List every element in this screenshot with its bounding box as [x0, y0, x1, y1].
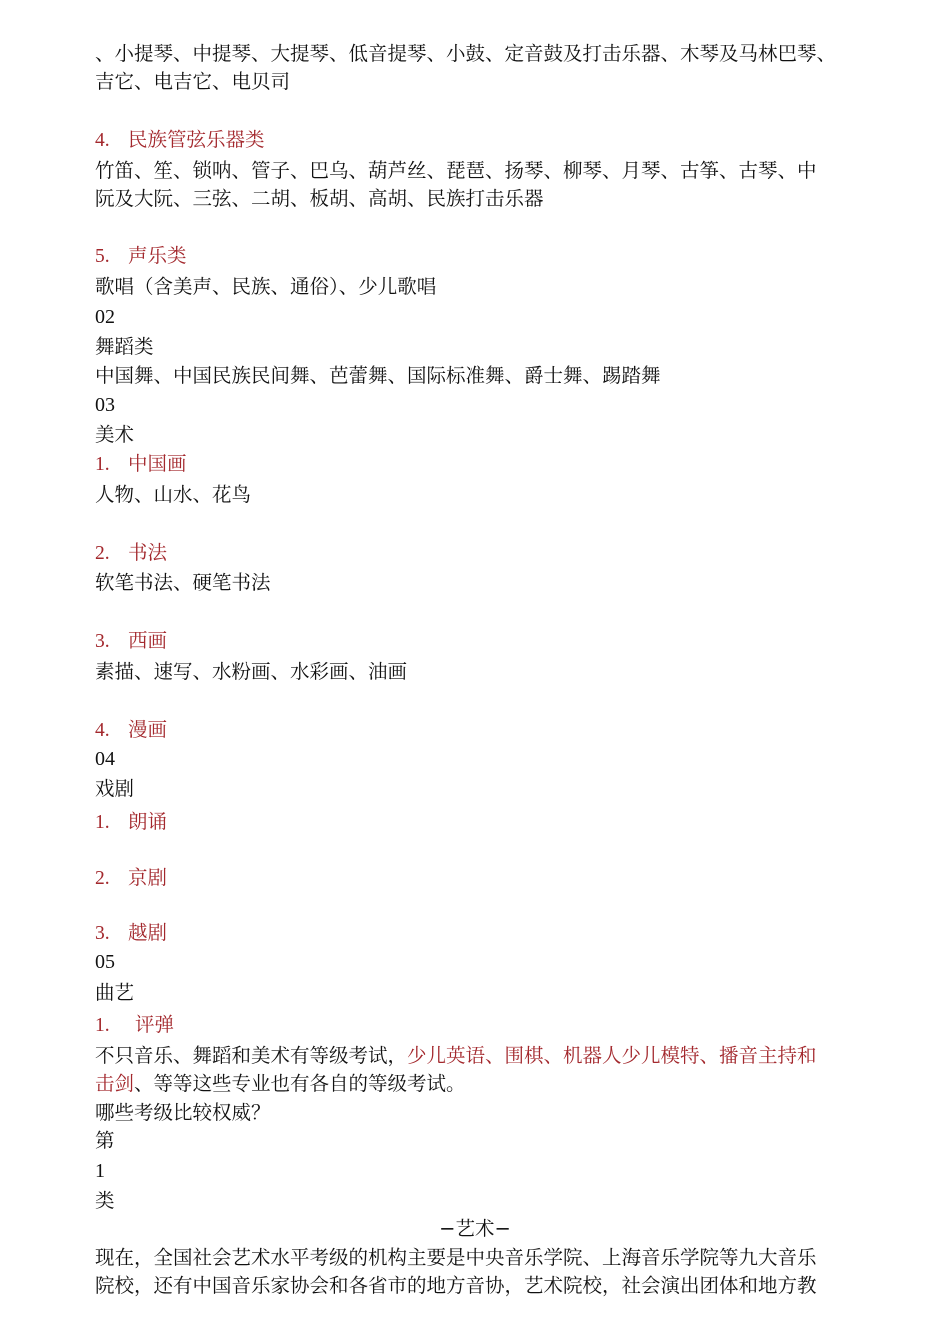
heading-western-painting — [95, 627, 865, 656]
other-exams-suffix: 、等等这些专业也有各自的等级考试。 — [134, 1072, 466, 1095]
heading-title: 中国画 — [128, 452, 187, 475]
heading-number: 2. — [95, 868, 110, 889]
category-label-number: 1 — [95, 1160, 105, 1182]
heading-number: 3. — [95, 631, 110, 652]
section-title-quyi: 曲艺 — [95, 981, 135, 1004]
subtitle-art: −艺术− — [439, 1217, 511, 1240]
authority-paragraph-line-1: 现在，全国社会艺术水平考级的机构主要是中央音乐学院、上海音乐学院等九大音乐 — [95, 1246, 817, 1269]
other-exams-line-2 — [95, 1070, 865, 1098]
heading-number: 3. — [95, 923, 110, 944]
section-code-dance: 02 — [95, 306, 115, 328]
heading-title: 西画 — [128, 629, 168, 652]
heading-title: 京剧 — [128, 866, 168, 889]
heading-folk-instruments — [95, 126, 865, 155]
heading-calligraphy — [95, 539, 865, 568]
other-exams-highlight-2: 击剑 — [95, 1072, 135, 1095]
heading-title: 漫画 — [128, 718, 168, 741]
heading-vocal — [95, 242, 865, 271]
heading-number: 1. — [95, 812, 110, 833]
category-label-di: 第 — [95, 1129, 115, 1152]
heading-title: 民族管弦乐器类 — [128, 128, 265, 151]
other-exams-prefix: 不只音乐、舞蹈和美术有等级考试， — [95, 1044, 408, 1067]
heading-number: 5. — [95, 246, 110, 267]
heading-title: 书法 — [128, 541, 168, 564]
western-painting-items: 素描、速写、水粉画、水彩画、油画 — [95, 660, 408, 683]
calligraphy-items: 软笔书法、硬笔书法 — [95, 571, 271, 594]
dance-items: 中国舞、中国民族民间舞、芭蕾舞、国际标准舞、爵士舞、踢踏舞 — [95, 364, 661, 387]
instrument-list-continued-2: 吉它、电吉它、电贝司 — [95, 70, 291, 93]
authority-question: 哪些考级比较权威？ — [95, 1101, 271, 1124]
category-label-lei: 类 — [95, 1189, 115, 1212]
heading-title: 朗诵 — [128, 810, 168, 833]
section-title-drama: 戏剧 — [95, 777, 135, 800]
folk-instruments-line-1: 竹笛、笙、锁呐、管子、巴乌、葫芦丝、琵琶、扬琴、柳琴、月琴、古筝、古琴、中 — [95, 159, 817, 182]
heading-number: 4. — [95, 720, 110, 741]
heading-title: 声乐类 — [128, 244, 187, 267]
heading-title: 越剧 — [128, 921, 168, 944]
section-code-art: 03 — [95, 394, 115, 416]
section-code-quyi: 05 — [95, 951, 115, 973]
heading-comics — [95, 716, 865, 745]
heading-title: 评弹 — [135, 1013, 175, 1036]
authority-paragraph-line-2: 院校，还有中国音乐家协会和各省市的地方音协，艺术院校，社会演出团体和地方教 — [95, 1274, 817, 1297]
other-exams-line-1 — [95, 1042, 865, 1070]
heading-recitation — [95, 808, 865, 837]
heading-yue-opera — [95, 919, 865, 948]
section-code-drama: 04 — [95, 748, 115, 770]
heading-pingtan — [95, 1011, 865, 1040]
heading-chinese-painting — [95, 450, 865, 479]
section-title-dance: 舞蹈类 — [95, 335, 154, 358]
heading-number: 1. — [95, 454, 110, 475]
section-title-art: 美术 — [95, 423, 135, 446]
chinese-painting-items: 人物、山水、花鸟 — [95, 483, 252, 506]
heading-number: 1. — [95, 1015, 110, 1036]
other-exams-highlight: 少儿英语、围棋、机器人少儿模特、播音主持和 — [407, 1044, 817, 1067]
instrument-list-continued: 、小提琴、中提琴、大提琴、低音提琴、小鼓、定音鼓及打击乐器、木琴及马林巴琴、 — [95, 42, 837, 65]
heading-number: 2. — [95, 543, 110, 564]
heading-peking-opera — [95, 864, 865, 893]
heading-number: 4. — [95, 130, 110, 151]
vocal-items: 歌唱（含美声、民族、通俗）、少儿歌唱 — [95, 275, 437, 298]
folk-instruments-line-2: 阮及大阮、三弦、二胡、板胡、高胡、民族打击乐器 — [95, 187, 544, 210]
